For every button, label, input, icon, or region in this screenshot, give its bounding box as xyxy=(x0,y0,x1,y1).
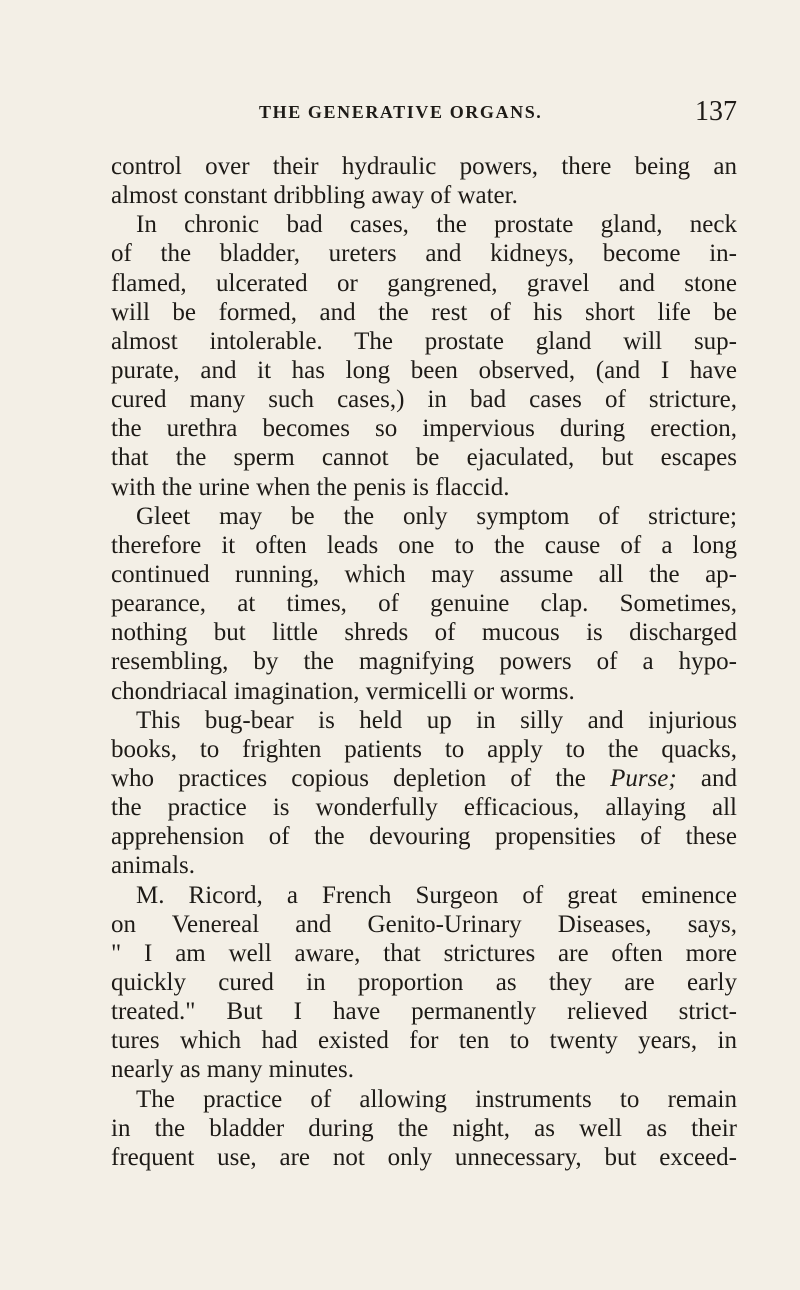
text-line-content: with the urine when the penis is flaccid. xyxy=(111,473,510,501)
text-line xyxy=(111,647,737,676)
text-line xyxy=(111,1026,737,1055)
text-line-content: M. Ricord, a French Surgeon of great eminence xyxy=(136,881,737,909)
text-line-tail: and xyxy=(676,764,737,792)
text-line-content: control over their hydraulic powers, there being an xyxy=(111,153,737,180)
text-line xyxy=(111,356,737,385)
text-line-content: treated." But I have permanently relieved strict- xyxy=(111,998,737,1026)
text-line xyxy=(111,851,737,880)
text-line xyxy=(111,443,737,472)
text-line-content: apprehension of the devouring propensities of these xyxy=(111,823,737,851)
text-line-content: cured many such cases,) in bad cases of stricture, xyxy=(111,386,737,414)
text-line-content: nearly as many minutes. xyxy=(111,1056,354,1084)
text-line-content: resembling, by the magnifying powers of a hypo- xyxy=(111,648,737,676)
text-line xyxy=(111,181,737,210)
text-line-content: the urethra becomes so impervious during erection, xyxy=(111,415,737,443)
text-line xyxy=(111,793,737,822)
text-line xyxy=(111,1085,737,1114)
text-line-content: that the sperm cannot be ejaculated, but escapes xyxy=(111,444,737,472)
text-line-content: purate, and it has long been observed, (and I have xyxy=(111,356,737,384)
text-line-content: pearance, at times, of genuine clap. Sometimes, xyxy=(111,590,737,618)
text-line xyxy=(111,706,737,735)
text-line xyxy=(111,327,737,356)
text-line xyxy=(111,968,737,997)
text-line-content: therefore it often leads one to the cause of a long xyxy=(111,531,737,559)
text-line xyxy=(111,1143,737,1172)
running-head xyxy=(259,92,737,132)
text-line-content: of the bladder, ureters and kidneys, become in- xyxy=(111,240,737,268)
text-line-content: on Venereal and Genito-Urinary Diseases, says, xyxy=(111,910,737,938)
text-line xyxy=(111,764,737,793)
text-line xyxy=(111,589,737,618)
text-line xyxy=(111,239,737,268)
text-line xyxy=(111,414,737,443)
text-line-content: animals. xyxy=(111,852,196,880)
text-line xyxy=(111,910,737,939)
text-line-content: The practice of allowing instruments to remain xyxy=(136,1085,737,1113)
text-line-content: almost constant dribbling away of water. xyxy=(111,182,518,210)
body-text xyxy=(111,152,737,1172)
running-title: THE GENERATIVE ORGANS. xyxy=(259,102,543,122)
text-line-content: " I am well aware, that strictures are often more xyxy=(111,939,737,967)
text-line-content: tures which had existed for ten to twenty years, in xyxy=(111,1027,737,1055)
text-line xyxy=(111,560,737,589)
text-line xyxy=(111,298,737,327)
text-line xyxy=(111,531,737,560)
text-line xyxy=(111,152,737,181)
text-line xyxy=(111,502,737,531)
text-line-content: flamed, ulcerated or gangrened, gravel and stone xyxy=(111,269,737,297)
text-line-content: in the bladder during the night, as well as their xyxy=(111,1114,737,1142)
text-line-content: the practice is wonderfully efficacious, allaying all xyxy=(111,794,737,822)
text-line-content: This bug-bear is held up in silly and injurious xyxy=(136,706,737,734)
text-line xyxy=(111,473,737,502)
text-line xyxy=(111,618,737,647)
text-line-content: who practices copious depletion of the xyxy=(111,764,586,792)
text-line-content: continued running, which may assume all the ap- xyxy=(111,560,737,588)
text-line xyxy=(111,1114,737,1143)
text-line-content: Gleet may be the only symptom of stricture; xyxy=(136,502,737,530)
text-line-content: In chronic bad cases, the prostate gland, neck xyxy=(136,211,737,239)
page-number: 137 xyxy=(695,96,737,127)
text-line-content: chondriacal imagination, vermicelli or worms. xyxy=(111,677,575,705)
text-line xyxy=(111,269,737,298)
text-line xyxy=(111,822,737,851)
text-line xyxy=(111,939,737,968)
text-line xyxy=(111,1055,737,1084)
text-line xyxy=(111,210,737,239)
text-line xyxy=(111,735,737,764)
text-line-content: will be formed, and the rest of his short life be xyxy=(111,298,737,326)
text-line xyxy=(111,997,737,1026)
text-line xyxy=(111,385,737,414)
italic-word: Purse; xyxy=(610,764,677,792)
text-line-content: nothing but little shreds of mucous is discharged xyxy=(111,619,737,647)
text-line-content: books, to frighten patients to apply to the quacks, xyxy=(111,735,737,763)
text-line-content: frequent use, are not only unnecessary, but exceed- xyxy=(111,1143,737,1171)
text-line xyxy=(111,677,737,706)
text-line-content: almost intolerable. The prostate gland will sup- xyxy=(111,327,737,355)
text-line xyxy=(111,881,737,910)
text-line-content: quickly cured in proportion as they are early xyxy=(111,968,737,996)
